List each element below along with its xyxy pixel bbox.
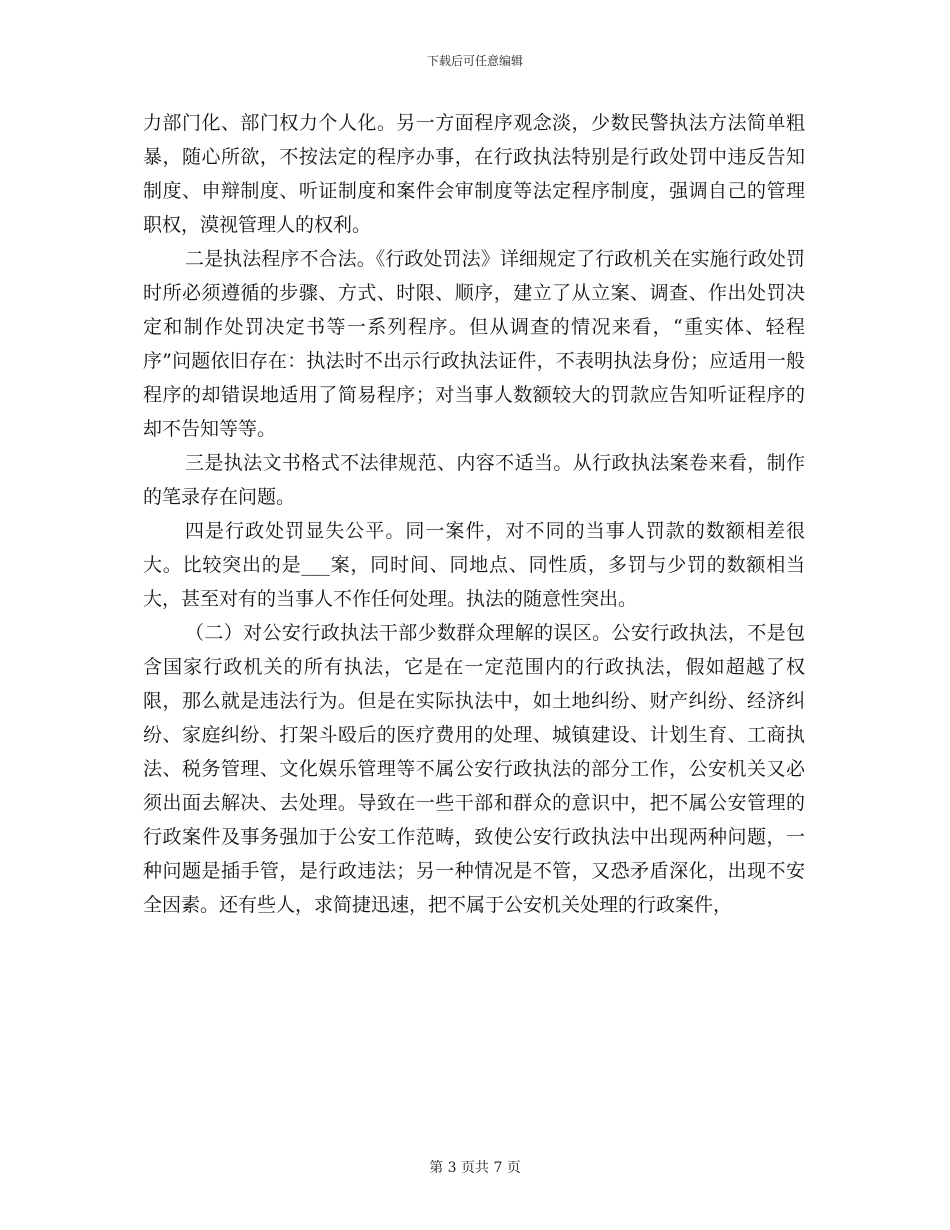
paragraph-1: 力部门化、部门权力个人化。另一方面程序观念淡，少数民警执法方法简单粗暴，随心所欲，不按法定的程序办事，在行政执法特别是行政处罚中违反告知制度、申辩制度、听证制度和案件会审制度等法定程序制度，强调自己的管理职权，漠视管理人的权利。: [143, 112, 805, 236]
paragraph-4: 四是行政处罚显失公平。同一案件，对不同的当事人罚款的数额相差很大。比较突出的是___案，同时间、同地点、同性质，多罚与少罚的数额相当大，甚至对有的当事人不作任何处理。执法的随意性突出。: [143, 520, 805, 610]
paragraph-2: 二是执法程序不合法。《行政处罚法》详细规定了行政机关在实施行政处罚时所必须遵循的步骤、方式、时限、顺序，建立了从立案、调查、作出处罚决定和制作处罚决定书等一系列程序。但从调查的情况来看，“重实体、轻程序”问题依旧存在：执法时不出示行政执法证件，不表明执法身份；应适用一般程序的却错误地适用了简易程序；对当事人数额较大的罚款应告知听证程序的却不告知等等。: [143, 248, 805, 440]
page-header: 下载后可任意编辑: [426, 54, 523, 68]
paragraph-5: （二）对公安行政执法干部少数群众理解的误区。公安行政执法，不是包含国家行政机关的所有执法，它是在一定范围内的行政执法，假如超越了权限，那么就是违法行为。但是在实际执法中，如土地纠纷、财产纠纷、经济纠纷、家庭纠纷、打架斗殴后的医疗费用的处理、城镇建设、计划生育、工商执法、税务管理、文化娱乐管理等不属公安行政执法的部分工作，公安机关又必须出面去解决、去处理。导致在一些干部和群众的意识中，把不属公安管理的行政案件及事务强加于公安工作范畴，致使公安行政执法中出现两种问题，一种问题是插手管，是行政违法；另一种情况是不管，又恐矛盾深化，出现不安全因素。还有些人，求简捷迅速，把不属于公安机关处理的行政案件，: [143, 622, 805, 916]
document-body: [143, 106, 805, 922]
paragraph-3: 三是执法文书格式不法律规范、内容不适当。从行政执法案卷来看，制作的笔录存在问题。: [143, 452, 805, 508]
page-footer: 第 3 页共 7 页: [429, 1160, 521, 1176]
